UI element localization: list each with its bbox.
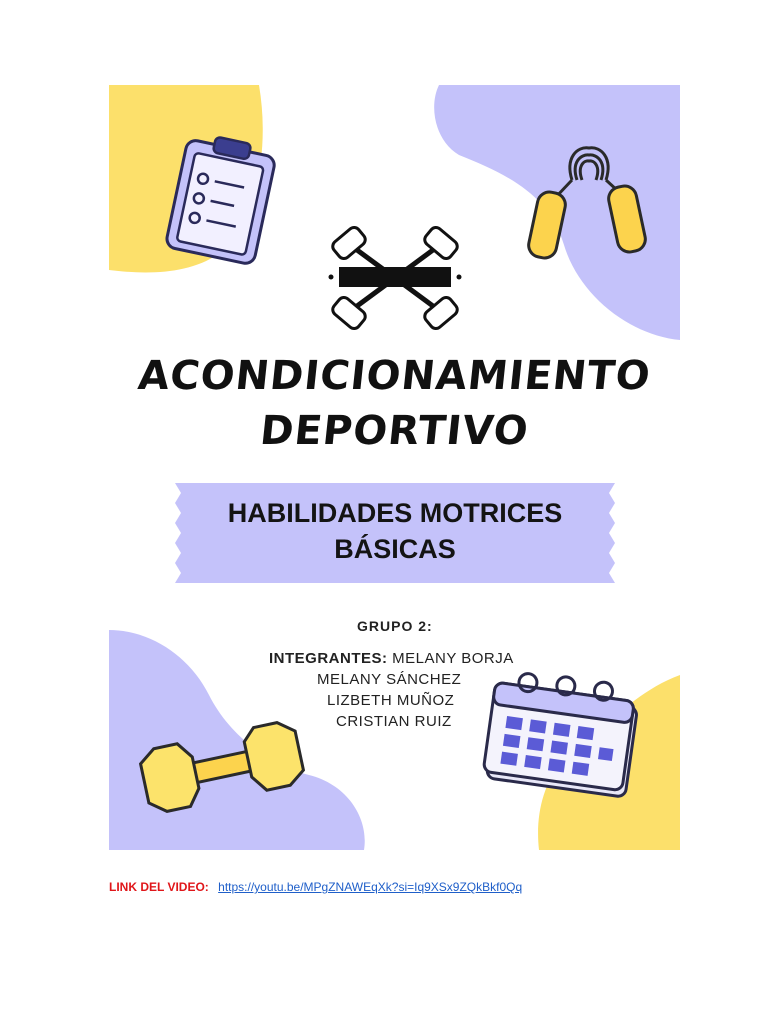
page-title-line1: ACONDICIONAMIENTO <box>135 353 654 399</box>
video-link[interactable]: https://youtu.be/MPgZNAWEqXk?si=Iq9XSx9ZQkBkf0Qq <box>218 880 523 894</box>
members-label: INTEGRANTES: <box>269 650 388 667</box>
video-link-line <box>109 880 522 894</box>
subtitle <box>175 495 615 567</box>
dumbbell-icon <box>137 717 307 817</box>
subtitle-line1: HABILIDADES MOTRICES <box>227 498 563 528</box>
group-label: GRUPO 2: <box>357 618 433 634</box>
member-name: MELANY SÁNCHEZ <box>317 671 462 688</box>
video-link-label: LINK DEL VIDEO: <box>109 880 209 894</box>
hand-grip-icon <box>527 140 652 265</box>
clipboard-icon <box>161 135 281 265</box>
dumbbell-logo-icon <box>323 217 467 339</box>
member-name: LIZBETH MUÑOZ <box>327 692 455 709</box>
member-name: CRISTIAN RUIZ <box>336 713 452 730</box>
calendar-icon <box>481 670 646 800</box>
members-row-1 <box>269 648 514 669</box>
cover-page <box>109 85 680 850</box>
page-title-line2: DEPORTIVO <box>257 408 532 454</box>
subtitle-line2: BÁSICAS <box>334 534 456 564</box>
member-name: MELANY BORJA <box>392 650 514 667</box>
